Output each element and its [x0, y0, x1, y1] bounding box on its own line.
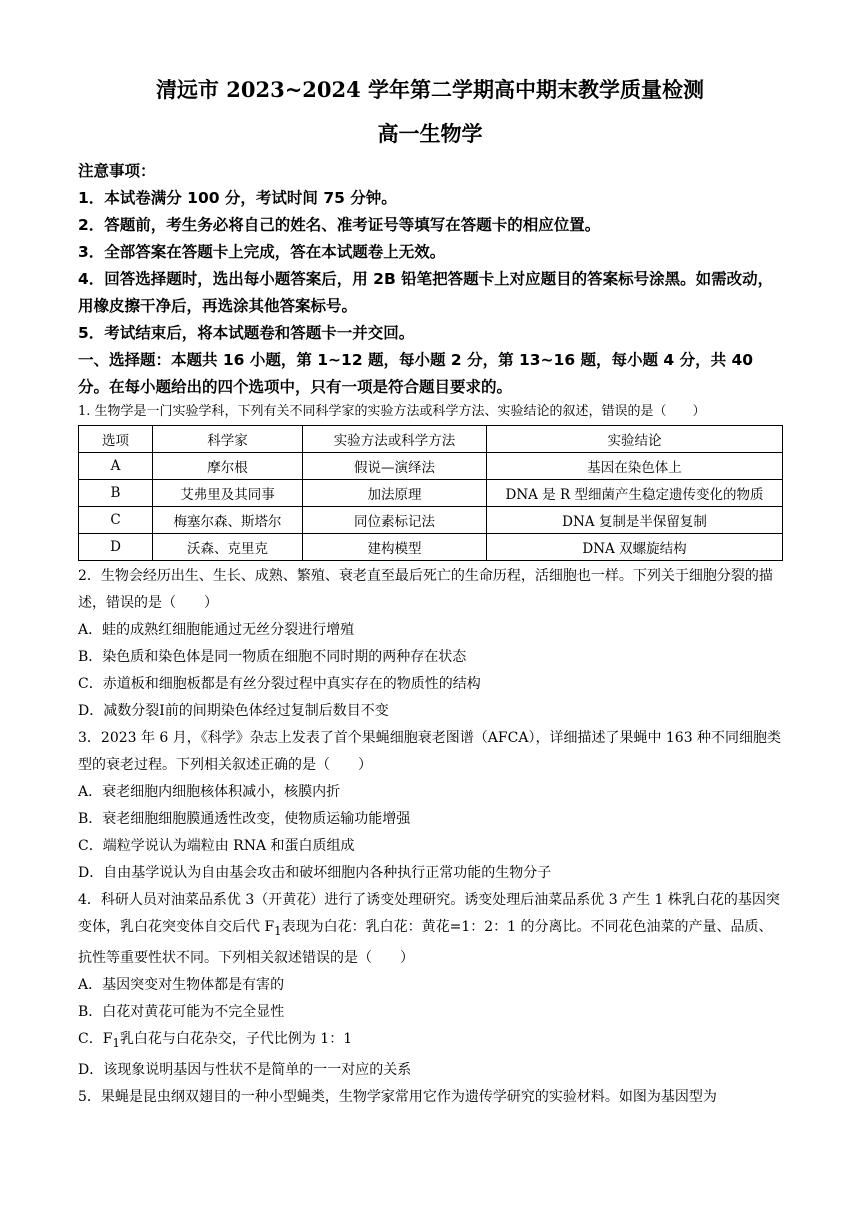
table-cell: DNA 是 R 型细菌产生稳定遗传变化的物质	[487, 480, 783, 507]
table-cell: B	[79, 480, 153, 507]
question-3-option-d: D．自由基学说认为自由基会攻击和破坏细胞内各种执行正常功能的生物分子	[78, 865, 552, 881]
question-5-stem: 5．果蝇是昆虫纲双翅目的一种小型蝇类，生物学家常用它作为遗传学研究的实验材料。如图为基因型为	[78, 1088, 717, 1105]
question-2-option-c: C．赤道板和细胞板都是有丝分裂过程中真实存在的物质性的结构	[78, 676, 481, 692]
table-cell: 摩尔根	[153, 453, 303, 480]
table-row	[79, 507, 783, 534]
notice-item: 1．本试卷满分 100 分，考试时间 75 分钟。	[78, 189, 397, 207]
table-row	[79, 453, 783, 480]
question-2-option-b: B．染色质和染色体是同一物质在细胞不同时期的两种存在状态	[78, 649, 467, 665]
subscript: 1	[274, 923, 282, 938]
exam-page	[78, 72, 782, 1111]
question-1-table	[78, 425, 783, 561]
question-3-option-a: A．衰老细胞内细胞核体积减小，核膜内折	[78, 784, 341, 800]
table-cell: C	[79, 507, 153, 534]
notice-item: 2．答题前，考生务必将自己的姓名、准考证号等填写在答题卡的相应位置。	[78, 216, 601, 234]
question-2-option-a: A．蛙的成熟红细胞能通过无丝分裂进行增殖	[78, 622, 355, 638]
exam-title: 清远市 2023~2024 学年第二学期高中期末教学质量检测	[155, 77, 705, 102]
question-4-stem-part-b: 表现为白花：乳白花：黄花=1：2：1 的分离比。不同花色油菜的产量、品质、抗性等重要性状不同。下列相关叙述错误的是（ ）	[78, 919, 773, 966]
question-1-stem: 1. 生物学是一门实验学科，下列有关不同科学家的实验方法或科学方法、实验结论的叙述，错误的是（ ）	[78, 404, 706, 419]
option-c-prefix: C．F	[78, 1030, 113, 1047]
question-4-stem-part-a: 4．科研人员对油菜品系优 3（开黄花）进行了诱变处理研究。诱变处理后油菜品系优 3 产生 1 株乳白花的基因突变体，乳白花突变体自交后代 F	[78, 892, 780, 935]
table-cell: 加法原理	[303, 480, 487, 507]
table-cell: 艾弗里及其同事	[153, 480, 303, 507]
table-header-cell: 实验方法或科学方法	[303, 426, 487, 453]
table-cell: 同位素标记法	[303, 507, 487, 534]
table-header-cell: 实验结论	[487, 426, 783, 453]
notice-item: 5．考试结束后，将本试题卷和答题卡一并交回。	[78, 324, 415, 342]
exam-subject: 高一生物学	[377, 121, 483, 146]
notice-heading: 注意事项：	[78, 162, 156, 180]
table-row	[79, 480, 783, 507]
table-cell: DNA 复制是半保留复制	[487, 507, 783, 534]
table-cell: 假说—演绎法	[303, 453, 487, 480]
table-cell: 建构模型	[303, 534, 487, 561]
question-3-option-b: B．衰老细胞细胞膜通透性改变，使物质运输功能增强	[78, 811, 411, 827]
subscript: 1	[112, 1035, 120, 1050]
notice-item: 4．回答选择题时，选出每小题答案后，用 2B 铅笔把答题卡上对应题目的答案标号涂黑。如需改动，用橡皮擦干净后，再选涂其他答案标号。	[78, 270, 774, 315]
table-cell: 基因在染色体上	[487, 453, 783, 480]
notice-item: 3．全部答案在答题卡上完成，答在本试题卷上无效。	[78, 243, 446, 261]
question-4-option-b: B．白花对黄花可能为不完全显性	[78, 1003, 285, 1020]
table-cell: D	[79, 534, 153, 561]
table-cell: 沃森、克里克	[153, 534, 303, 561]
question-4-stem	[78, 887, 782, 972]
table-header-cell: 选项	[79, 426, 153, 453]
question-4-option-a: A．基因突变对生物体都是有害的	[78, 976, 285, 993]
question-2-stem: 2．生物会经历出生、生长、成熟、繁殖、衰老直至最后死亡的生命历程，活细胞也一样。下列关于细胞分裂的描述，错误的是（ ）	[78, 568, 773, 611]
table-cell: 梅塞尔森、斯塔尔	[153, 507, 303, 534]
table-header-row	[79, 426, 783, 453]
question-3-stem: 3．2023 年 6 月，《科学》杂志上发表了首个果蝇细胞衰老图谱（AFCA），详细描述了果蝇中 163 种不同细胞类型的衰老过程。下列相关叙述正确的是（ ）	[78, 730, 782, 773]
table-cell: A	[79, 453, 153, 480]
question-3-option-c: C．端粒学说认为端粒由 RNA 和蛋白质组成	[78, 838, 355, 854]
section-heading: 一、选择题：本题共 16 小题，第 1~12 题，每小题 2 分，第 13~16 题，每小题 4 分，共 40 分。在每小题给出的四个选项中，只有一项是符合题目要求的。	[78, 351, 754, 396]
table-row	[79, 534, 783, 561]
table-cell: DNA 双螺旋结构	[487, 534, 783, 561]
question-4-option-c	[78, 1026, 782, 1057]
question-2-option-d: D．减数分裂Ⅰ前的间期染色体经过复制后数目不变	[78, 703, 389, 719]
option-c-text: 乳白花与白花杂交，子代比例为 1：1	[119, 1030, 353, 1047]
table-header-cell: 科学家	[153, 426, 303, 453]
question-4-option-d: D．该现象说明基因与性状不是简单的一一对应的关系	[78, 1061, 412, 1078]
